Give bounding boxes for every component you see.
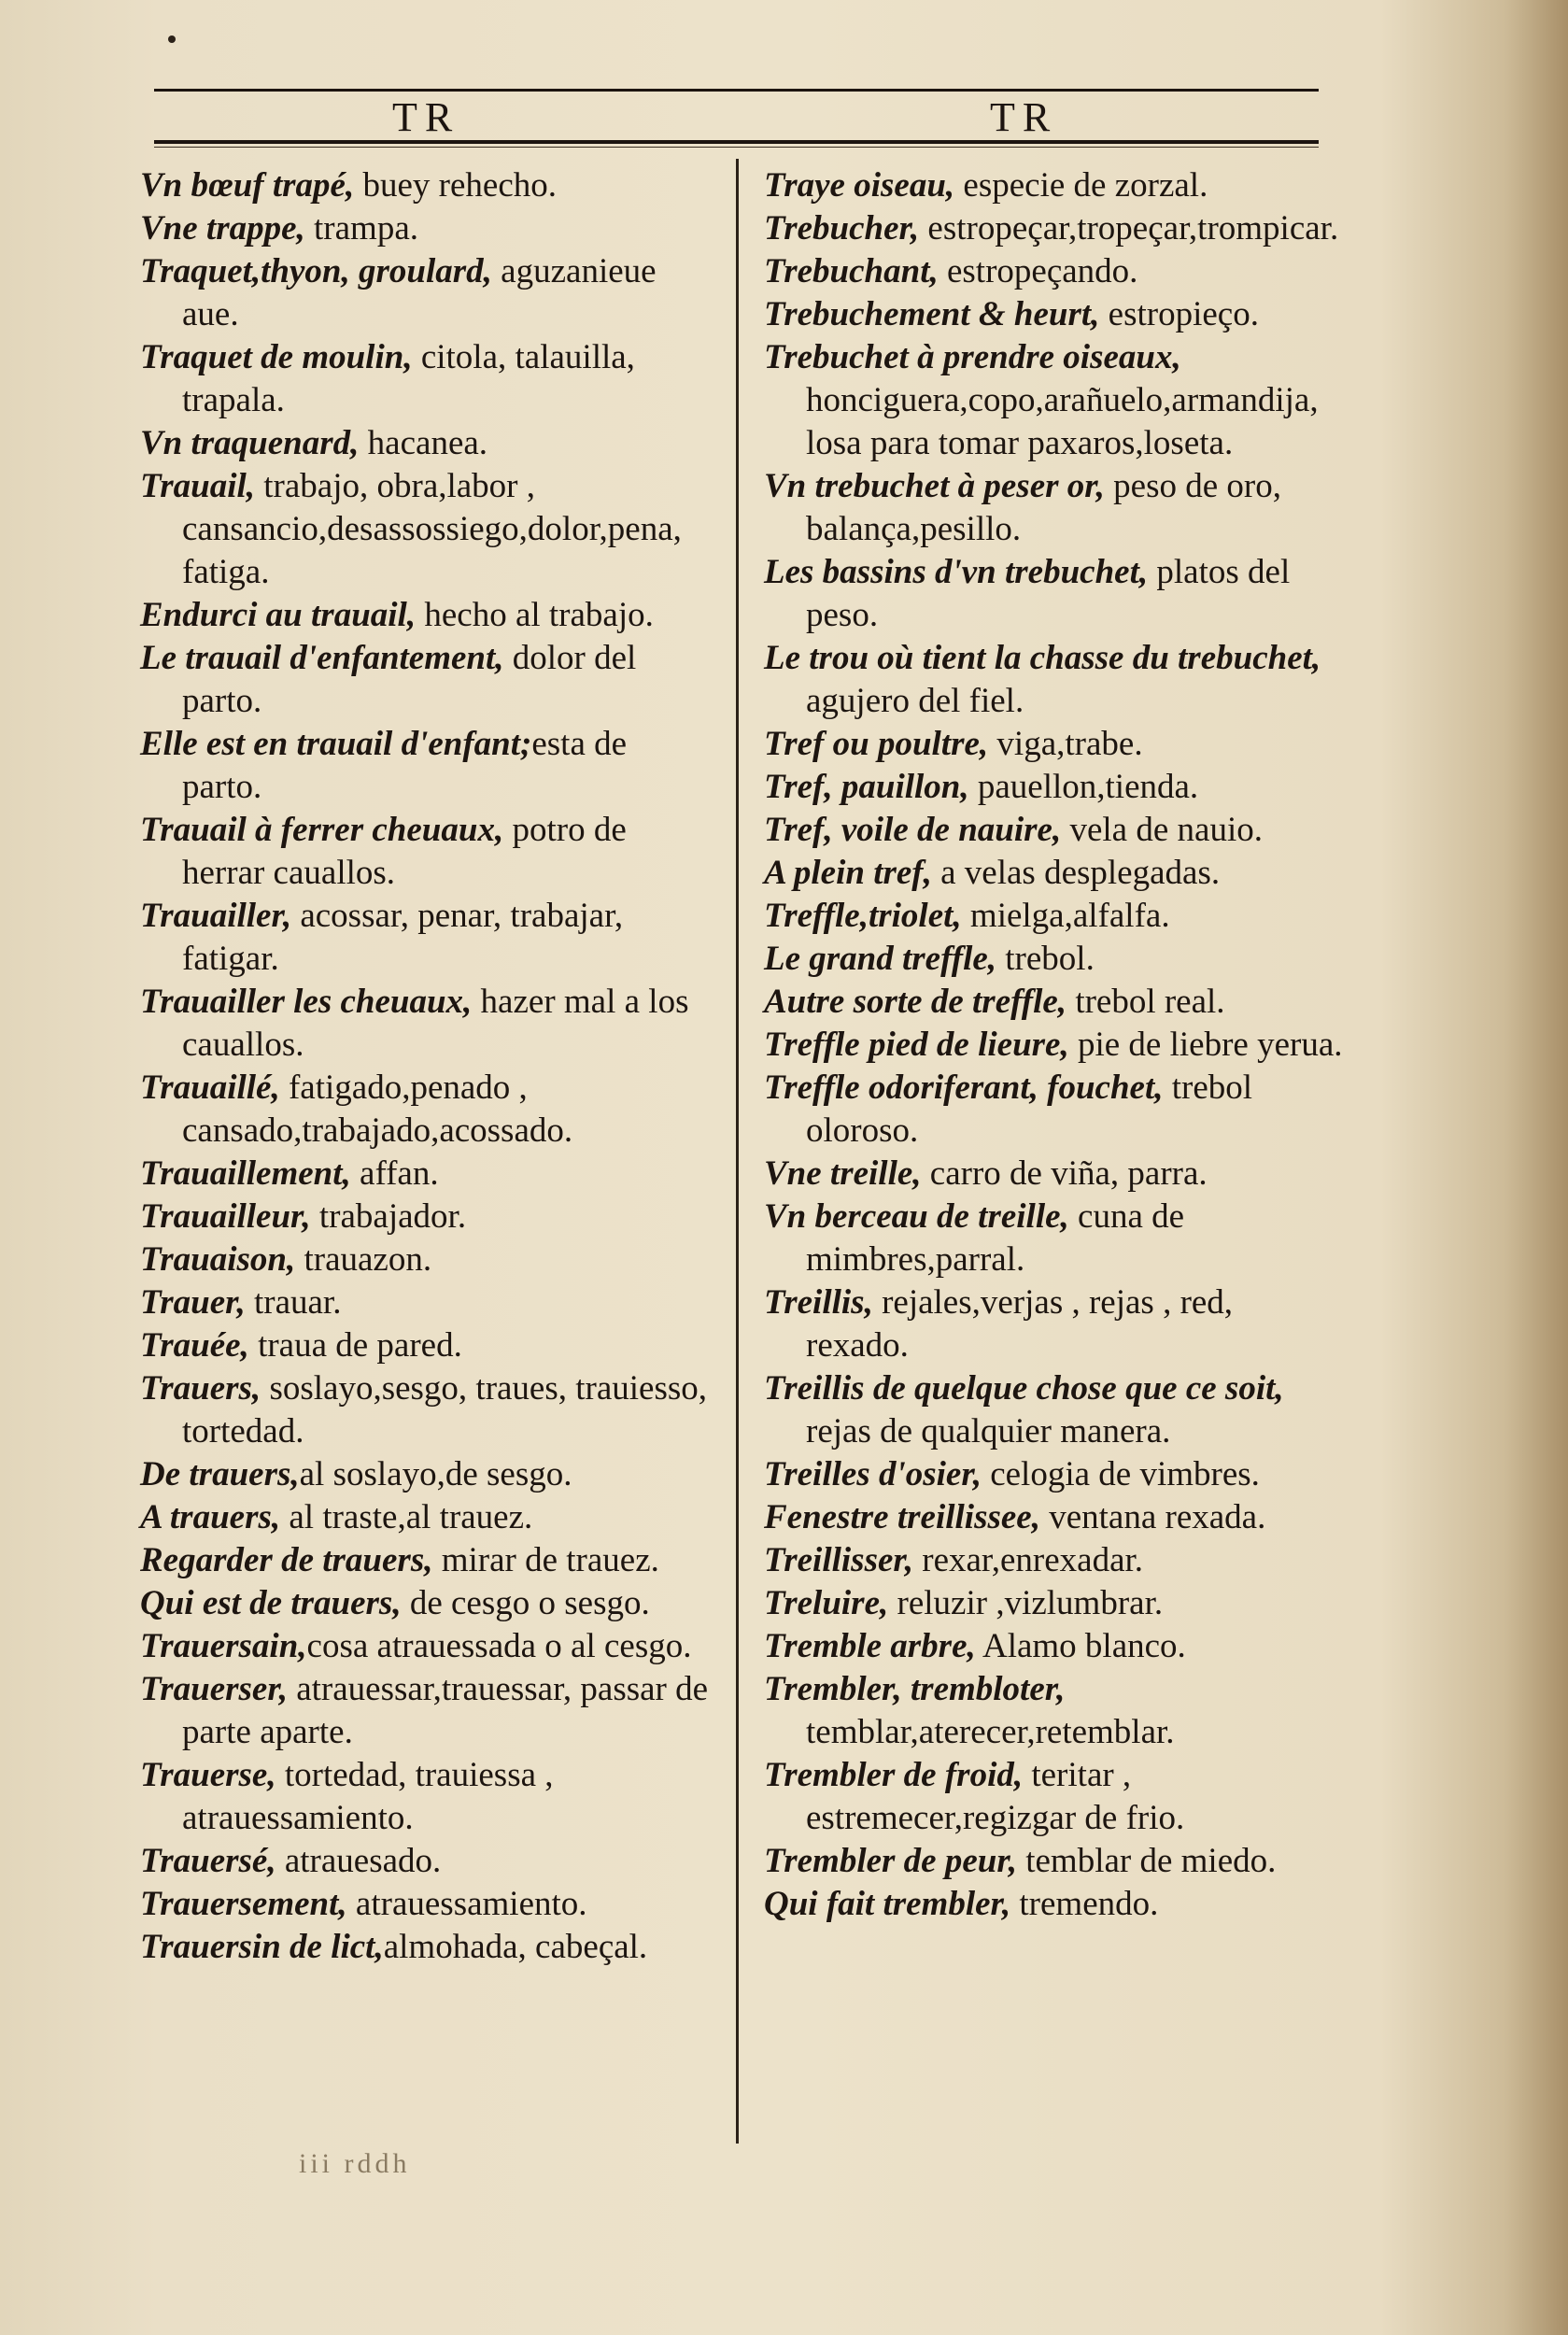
entry-headword: Trauersement, — [140, 1885, 347, 1923]
dictionary-entry — [764, 1453, 1343, 1496]
entry-headword: Les bassins d'vn trebuchet, — [764, 553, 1149, 591]
entry-definition: de cesgo o sesgo. — [401, 1584, 650, 1622]
entry-definition: al soslayo,de sesgo. — [299, 1455, 572, 1493]
page-footer: iii rddh — [299, 2148, 411, 2179]
dictionary-entry — [140, 1238, 710, 1281]
dictionary-entry — [140, 1196, 710, 1238]
dictionary-entry — [764, 1883, 1343, 1926]
header-rule-thin — [154, 147, 1319, 148]
entry-definition: soslayo,sesgo, traues, trauiesso, tortedad. — [182, 1369, 708, 1451]
dictionary-entry — [140, 1367, 710, 1453]
entry-definition: estropeçar,tropeçar,trompicar. — [919, 209, 1339, 248]
entry-headword: Qui est de trauers, — [140, 1584, 402, 1622]
entry-definition: agujero del fiel. — [806, 682, 1024, 720]
entry-definition: trebol real. — [1067, 983, 1225, 1021]
dictionary-entry — [140, 1926, 710, 1969]
entry-headword: Trauailleur, — [140, 1197, 311, 1236]
dictionary-entry — [140, 1324, 710, 1367]
entry-definition: esta de parto. — [182, 725, 628, 806]
entry-headword: Elle est en trauail d'enfant; — [140, 725, 532, 763]
entry-headword: Trembler de peur, — [764, 1842, 1017, 1880]
entry-definition: pie de liebre yerua. — [1068, 1026, 1343, 1064]
entry-headword: Fenestre treillissee, — [764, 1498, 1040, 1536]
entry-headword: Treillis de quelque chose que ce soit, — [764, 1369, 1284, 1408]
entry-headword: Trauersin de lict, — [140, 1928, 384, 1966]
entry-definition: trabajo, obra,labor , cansancio,desassossiego,dolor,pena, fatiga. — [182, 467, 682, 591]
entry-headword: Le grand treffle, — [764, 940, 997, 978]
dictionary-entry — [764, 938, 1343, 981]
entry-headword: Trauersé, — [140, 1842, 276, 1880]
entry-definition: carro de viña, parra. — [921, 1154, 1208, 1193]
entry-definition: reluzir ,vizlumbrar. — [888, 1584, 1164, 1622]
entry-definition: ventana rexada. — [1039, 1498, 1266, 1536]
dictionary-entry — [764, 766, 1343, 809]
entry-headword: Trauée, — [140, 1326, 249, 1365]
dictionary-entry — [764, 1367, 1343, 1453]
dictionary-entry — [764, 465, 1343, 551]
dictionary-entry — [140, 809, 710, 895]
entry-headword: Treffle,triolet, — [764, 897, 962, 935]
entry-headword: Vn trebuchet à peser or, — [764, 467, 1105, 505]
entry-definition: vela de nauio. — [1061, 811, 1263, 849]
entry-headword: Trauaison, — [140, 1240, 296, 1279]
entry-definition: mielga,alfalfa. — [961, 897, 1170, 935]
ink-mark — [168, 35, 176, 43]
entry-definition: trauazon. — [295, 1240, 432, 1279]
right-column — [764, 164, 1343, 1926]
dictionary-entry — [140, 164, 710, 207]
entry-headword: Tref ou poultre, — [764, 725, 989, 763]
entry-definition: atrauessamiento. — [346, 1885, 587, 1923]
entry-definition: mirar de trauez. — [432, 1541, 659, 1579]
entry-headword: Trauaillement, — [140, 1154, 351, 1193]
entry-headword: Traquet,thyon, groulard, — [140, 252, 492, 290]
entry-headword: A trauers, — [140, 1498, 281, 1536]
entry-definition: rejales,verjas , rejas , red, rexado. — [806, 1283, 1234, 1365]
dictionary-entry — [140, 1281, 710, 1324]
entry-headword: Trebuchant, — [764, 252, 939, 290]
entry-definition: peso de oro, balança,pesillo. — [806, 467, 1281, 548]
entry-definition: trampa. — [304, 209, 419, 248]
dictionary-entry — [140, 637, 710, 723]
dictionary-entry — [764, 809, 1343, 852]
dictionary-entry — [140, 1067, 710, 1153]
entry-headword: Trebuchement & heurt, — [764, 295, 1100, 333]
entry-headword: Tref, voile de nauire, — [764, 811, 1062, 849]
dictionary-entry — [764, 207, 1343, 250]
dictionary-entry — [764, 637, 1343, 723]
entry-headword: Trauer, — [140, 1283, 246, 1322]
dictionary-entry — [764, 1067, 1343, 1153]
dictionary-entry — [140, 250, 710, 336]
entry-headword: Trebucher, — [764, 209, 920, 248]
dictionary-entry — [764, 852, 1343, 895]
entry-headword: Traquet de moulin, — [140, 338, 413, 376]
dictionary-entry — [140, 1668, 710, 1754]
entry-headword: Trauailler les cheuaux, — [140, 983, 473, 1021]
entry-definition: atrauesado. — [275, 1842, 442, 1880]
dictionary-entry — [140, 336, 710, 422]
running-head-left: TR — [392, 94, 460, 140]
entry-headword: Trauerse, — [140, 1756, 276, 1794]
dictionary-entry — [764, 1754, 1343, 1840]
entry-headword: Vn bœuf trapé, — [140, 166, 355, 205]
entry-definition: hazer mal a los cauallos. — [182, 983, 689, 1064]
entry-definition: trabajador. — [310, 1197, 467, 1236]
dictionary-entry — [140, 895, 710, 981]
entry-definition: trauar. — [245, 1283, 342, 1322]
entry-definition: a velas desplegadas. — [931, 854, 1221, 892]
dictionary-entry — [140, 1883, 710, 1926]
running-head-right: TR — [990, 94, 1058, 140]
entry-definition: honciguera,copo,arañuelo,armandija, losa para tomar paxaros,loseta. — [806, 381, 1319, 462]
entry-headword: Tremble arbre, — [764, 1627, 976, 1665]
entry-definition: dolor del parto. — [182, 639, 637, 720]
entry-definition: viga,trabe. — [988, 725, 1143, 763]
dictionary-entry — [140, 594, 710, 637]
entry-headword: Qui fait trembler, — [764, 1885, 1011, 1923]
entry-definition: aguzanieue aue. — [182, 252, 657, 333]
entry-definition: pauellon,tienda. — [968, 768, 1199, 806]
entry-headword: A plein tref, — [764, 854, 932, 892]
dictionary-entry — [140, 1582, 710, 1625]
dictionary-entry — [764, 723, 1343, 766]
dictionary-entry — [764, 1840, 1343, 1883]
entry-headword: Treluire, — [764, 1584, 889, 1622]
entry-definition: traua de pared. — [248, 1326, 462, 1365]
dictionary-entry — [140, 1625, 710, 1668]
dictionary-entry — [764, 1496, 1343, 1539]
entry-definition: temblar de miedo. — [1016, 1842, 1277, 1880]
dictionary-entry — [140, 1496, 710, 1539]
entry-definition: Alamo blanco. — [975, 1627, 1186, 1665]
entry-definition: cuna de mimbres,parral. — [806, 1197, 1185, 1279]
entry-headword: Treillis, — [764, 1283, 873, 1322]
entry-headword: Treilles d'osier, — [764, 1455, 982, 1493]
entry-definition: rejas de qualquier manera. — [806, 1412, 1171, 1451]
dictionary-entry — [764, 551, 1343, 637]
entry-headword: Trembler, trembloter, — [764, 1670, 1066, 1708]
dictionary-entry — [140, 1153, 710, 1196]
entry-definition: fatigado,penado , cansado,trabajado,acossado. — [182, 1068, 573, 1150]
dictionary-entry — [764, 1281, 1343, 1367]
dictionary-entry — [140, 1840, 710, 1883]
entry-definition: rexar,enrexadar. — [913, 1541, 1144, 1579]
dictionary-entry — [140, 723, 710, 809]
entry-definition: temblar,aterecer,retemblar. — [806, 1713, 1175, 1751]
dictionary-entry — [140, 207, 710, 250]
entry-headword: Trauersain, — [140, 1627, 307, 1665]
dictionary-entry — [764, 1582, 1343, 1625]
entry-definition: teritar , estremecer,regizgar de frio. — [806, 1756, 1185, 1837]
entry-definition: celogia de vimbres. — [981, 1455, 1260, 1493]
entry-headword: Treffle odoriferant, fouchet, — [764, 1068, 1164, 1107]
entry-headword: Vn traquenard, — [140, 424, 360, 462]
entry-headword: Trauail, — [140, 467, 256, 505]
entry-definition: estropieço. — [1099, 295, 1259, 333]
entry-headword: Trauailler, — [140, 897, 292, 935]
entry-headword: Le trauail d'enfantement, — [140, 639, 504, 677]
dictionary-entry — [764, 1024, 1343, 1067]
entry-headword: Trauerser, — [140, 1670, 288, 1708]
entry-definition: al traste,al trauez. — [280, 1498, 533, 1536]
entry-definition: platos del peso. — [806, 553, 1291, 634]
left-column — [140, 164, 710, 1969]
dictionary-entry — [764, 336, 1343, 465]
dictionary-entry — [140, 981, 710, 1067]
entry-definition: especie de zorzal. — [954, 166, 1208, 205]
entry-definition: atrauessar,trauessar, passar de parte aparte. — [182, 1670, 709, 1751]
entry-definition: acossar, penar, trabajar, fatigar. — [182, 897, 624, 978]
entry-headword: Vne trappe, — [140, 209, 305, 248]
entry-headword: Regarder de trauers, — [140, 1541, 433, 1579]
dictionary-entry — [140, 465, 710, 594]
dictionary-entry — [764, 1668, 1343, 1754]
dictionary-entry — [764, 1153, 1343, 1196]
entry-definition: citola, talauilla, trapala. — [182, 338, 635, 419]
entry-headword: Trembler de froid, — [764, 1756, 1024, 1794]
entry-headword: Trauers, — [140, 1369, 261, 1408]
entry-definition: trebol oloroso. — [806, 1068, 1253, 1150]
entry-headword: De trauers, — [140, 1455, 300, 1493]
entry-headword: Treillisser, — [764, 1541, 913, 1579]
dictionary-entry — [140, 1453, 710, 1496]
dictionary-entry — [764, 1625, 1343, 1668]
entry-headword: Traye oiseau, — [764, 166, 955, 205]
entry-headword: Tref, pauillon, — [764, 768, 969, 806]
entry-headword: Trebuchet à prendre oiseaux, — [764, 338, 1181, 376]
dictionary-entry — [140, 1754, 710, 1840]
top-rule — [154, 89, 1319, 92]
entry-definition: tortedad, trauiessa , atrauessamiento. — [182, 1756, 554, 1837]
entry-definition: cosa atrauessada o al cesgo. — [306, 1627, 692, 1665]
entry-headword: Trauaillé, — [140, 1068, 280, 1107]
entry-definition: trebol. — [996, 940, 1095, 978]
entry-headword: Vn berceau de treille, — [764, 1197, 1069, 1236]
dictionary-entry — [140, 1539, 710, 1582]
entry-headword: Endurci au trauail, — [140, 596, 417, 634]
entry-definition: potro de herrar cauallos. — [182, 811, 627, 892]
dictionary-entry — [764, 293, 1343, 336]
dictionary-entry — [764, 895, 1343, 938]
column-divider — [736, 159, 739, 2144]
dictionary-entry — [764, 164, 1343, 207]
dictionary-entry — [764, 981, 1343, 1024]
header-rule — [154, 140, 1319, 144]
entry-definition: estropeçando. — [938, 252, 1138, 290]
entry-headword: Le trou où tient la chasse du trebuchet, — [764, 639, 1321, 677]
entry-headword: Vne treille, — [764, 1154, 922, 1193]
entry-headword: Trauail à ferrer cheuaux, — [140, 811, 504, 849]
entry-definition: affan. — [350, 1154, 439, 1193]
entry-definition: buey rehecho. — [354, 166, 557, 205]
dictionary-entry — [764, 250, 1343, 293]
entry-headword: Treffle pied de lieure, — [764, 1026, 1069, 1064]
dictionary-entry — [764, 1196, 1343, 1281]
entry-definition: almohada, cabeçal. — [383, 1928, 648, 1966]
entry-definition: hacanea. — [359, 424, 488, 462]
entry-definition: hecho al trabajo. — [416, 596, 654, 634]
dictionary-entry — [140, 422, 710, 465]
entry-definition: tremendo. — [1010, 1885, 1159, 1923]
dictionary-entry — [764, 1539, 1343, 1582]
entry-headword: Autre sorte de treffle, — [764, 983, 1067, 1021]
